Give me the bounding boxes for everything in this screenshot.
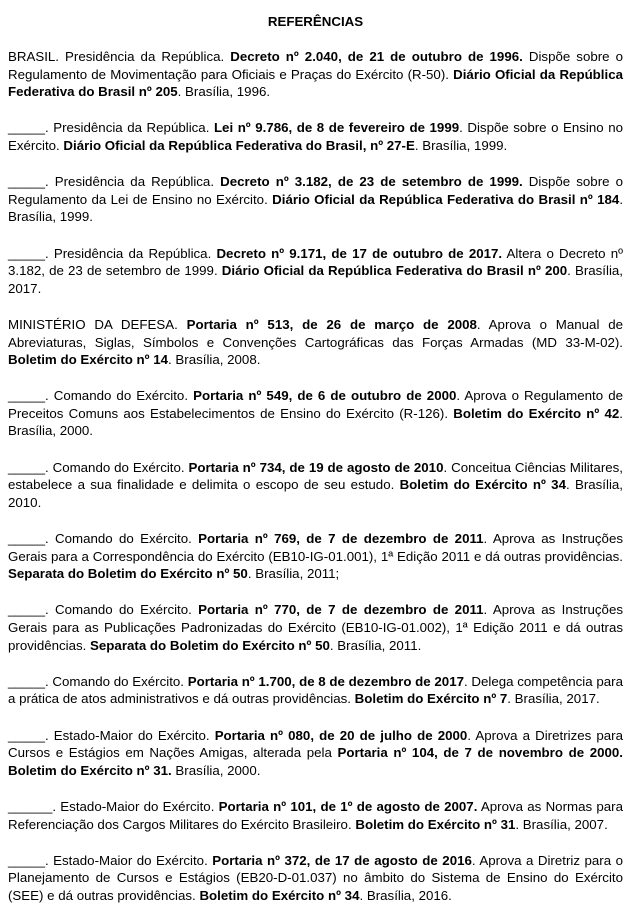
reference-text: ______. Estado-Maior do Exército. [8, 798, 219, 814]
reference-entry [8, 601, 623, 654]
reference-entry [8, 459, 623, 512]
reference-text: Dispõe sobre o Regulamento da Lei de Ensino no Exército. [8, 174, 623, 207]
reference-bold-text: Portaria nº 770, de 7 de dezembro de 2011 [198, 602, 484, 618]
reference-entry [8, 48, 623, 101]
reference-text: . Brasília, 1999. [8, 191, 624, 225]
reference-bold-text: Diário Oficial da República Federativa do Brasil nº 205 [8, 66, 623, 100]
reference-text: . Brasília, 1999. [414, 137, 508, 153]
reference-text: _____. Comando do Exército. [8, 388, 194, 404]
reference-text: . Brasília, 2008. [168, 352, 261, 368]
reference-bold-text: Portaria nº 372, de 17 de agosto de 2016 [212, 852, 472, 868]
reference-text: _____. Comando do Exército. [8, 673, 188, 689]
reference-entry [8, 316, 623, 369]
reference-text: . Brasília, 2017. [8, 263, 624, 296]
reference-entry [8, 727, 623, 780]
reference-entry [8, 245, 623, 298]
reference-bold-text: Boletim do Exército nº 34 [199, 887, 360, 903]
reference-text: _____. Comando do Exército. [8, 531, 199, 547]
reference-list [8, 48, 623, 905]
reference-text: BRASIL. Presidência da República. [8, 49, 231, 64]
reference-text: . Aprova as Instruções Gerais para a Correspondência do Exército (EB10-IG-01.001), 1ª Edição 2011 e dá outras providências. [8, 531, 624, 564]
reference-text: . Brasília, 2000. [8, 405, 623, 439]
reference-text: Brasília, 2000. [171, 762, 261, 778]
reference-text: . Brasília, 2007. [515, 816, 608, 832]
reference-bold-text: Portaria nº 513, de 26 de março de 2008 [186, 316, 477, 332]
reference-text: _____. Presidência da República. [8, 245, 217, 261]
reference-bold-text: Portaria nº 1.700, de 8 de dezembro de 2017 [187, 673, 464, 689]
reference-bold-text: Decreto nº 3.182, de 23 de setembro de 1999. [220, 174, 523, 190]
reference-entry [8, 798, 623, 833]
reference-bold-text: Portaria nº 101, de 1º de agosto de 2007. [218, 798, 478, 814]
reference-text: . Dispõe sobre o Ensino no Exército. [8, 120, 624, 153]
reference-bold-text: Separata do Boletim do Exército nº 50 [8, 566, 248, 582]
reference-text: . Brasília, 1996. [177, 84, 271, 100]
reference-text: Dispõe sobre o Regulamento de Movimentação para Oficiais e Praças do Exército (R-50). [8, 49, 623, 82]
reference-bold-text: Decreto nº 2.040, de 21 de outubro de 1996. [230, 49, 523, 64]
page-title: REFERÊNCIAS [267, 14, 364, 29]
reference-bold-text: Boletim do Exército nº 42 [453, 405, 620, 421]
reference-bold-text: Portaria nº 734, de 19 de agosto de 2010 [188, 459, 444, 475]
reference-entry [8, 530, 623, 583]
reference-entry [8, 852, 623, 905]
reference-text: _____. Comando do Exército. [8, 459, 189, 475]
reference-text: . Brasília, 2016. [359, 887, 452, 903]
reference-text: . Delega competência para a prática de atos administrativos e dá outras providências. [8, 673, 623, 707]
reference-text: _____. Presidência da República. [8, 120, 214, 136]
reference-text: . Brasília, 2011; [247, 566, 340, 582]
reference-text: . Aprova o Manual de Abreviaturas, Siglas, Símbolos e Convenções Cartográficas das Forças Armadas (MD 33-M-02). [8, 316, 623, 350]
reference-bold-text: Boletim do Exército nº 7 [354, 691, 508, 707]
reference-text: _____. Estado-Maior do Exército. [8, 852, 213, 868]
reference-text: . Aprova a Diretrizes para Cursos e Estágios em Nações Amigas, alterada pela [8, 727, 623, 761]
reference-bold-text: Portaria nº 769, de 7 de dezembro de 2011 [198, 531, 484, 547]
reference-text: _____. Presidência da República. [8, 174, 221, 190]
reference-bold-text: Separata do Boletim do Exército nº 50 [90, 637, 330, 653]
reference-text: . Brasília, 2010. [8, 477, 623, 510]
reference-bold-text: Lei nº 9.786, de 8 de fevereiro de 1999 [213, 120, 460, 136]
reference-bold-text: Portaria nº 104, de 7 de novembro de 2000. Boletim do Exército nº 31. [8, 745, 623, 778]
reference-text: . Aprova a Diretriz para o Planejamento de Cursos e Estágios (EB20-D-01.037) no âmbito do Sistema de Ensino do Exército (SEE) e dá outras providências. [8, 852, 623, 903]
reference-entry [8, 173, 623, 226]
reference-text: . Aprova as Instruções Gerais para as Publicações Padronizadas do Exército (EB10-IG-01.002), 1ª Edição 2011 e dá outras providências. [8, 602, 624, 653]
reference-bold-text: Boletim do Exército nº 31 [355, 816, 516, 832]
reference-bold-text: Boletim do Exército nº 14 [8, 352, 169, 368]
reference-text: Altera o Decreto nº 3.182, de 23 de setembro de 1999. [8, 245, 623, 279]
reference-text: MINISTÉRIO DA DEFESA. [8, 316, 187, 332]
reference-entry [8, 387, 623, 440]
reference-bold-text: Boletim do Exército nº 34 [399, 477, 566, 493]
reference-bold-text: Portaria nº 549, de 6 de outubro de 2000 [193, 388, 457, 404]
reference-text: . Aprova o Regulamento de Preceitos Comuns aos Estabelecimentos de Ensino do Exército (R-126). [8, 388, 623, 421]
reference-bold-text: Diário Oficial da República Federativa do Brasil nº 200 [221, 263, 568, 279]
reference-entry [8, 119, 623, 154]
reference-text: . Conceitua Ciências Militares, estabelece a sua finalidade e delimita o escopo de seu estudo. [8, 459, 623, 493]
reference-bold-text: Portaria nº 080, de 20 de julho de 2000 [214, 727, 468, 743]
reference-text: . Brasília, 2011. [329, 637, 422, 653]
reference-entry [8, 673, 623, 708]
reference-text: Aprova as Normas para Referenciação dos Cargos Militares do Exército Brasileiro. [8, 798, 623, 832]
reference-text: _____. Estado-Maior do Exército. [8, 727, 215, 743]
reference-text: . Brasília, 2017. [507, 691, 600, 707]
reference-bold-text: Decreto nº 9.171, de 17 de outubro de 2017. [216, 245, 503, 261]
reference-bold-text: Diário Oficial da República Federativa do Brasil nº 184 [272, 191, 620, 207]
reference-text: _____. Comando do Exército. [8, 602, 199, 618]
reference-bold-text: Diário Oficial da República Federativa do Brasil, nº 27-E [63, 137, 415, 153]
